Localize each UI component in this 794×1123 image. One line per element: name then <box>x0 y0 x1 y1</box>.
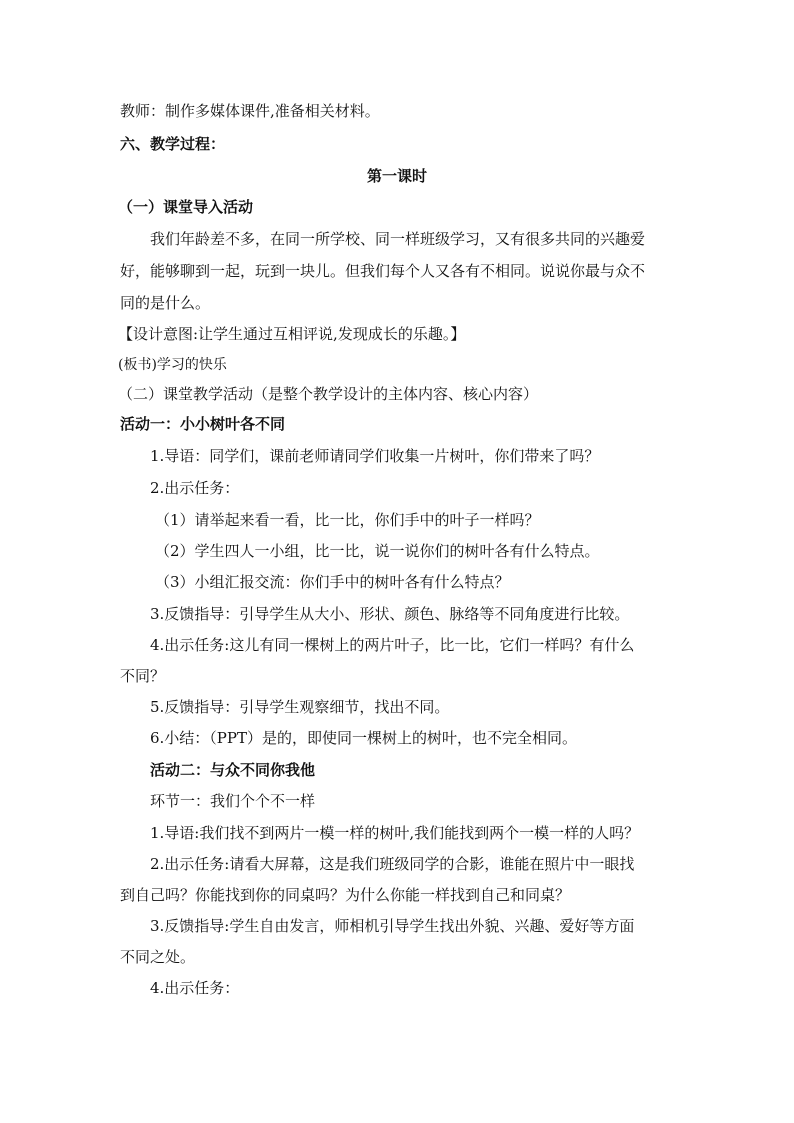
list-item-continuation: 不同？ <box>120 667 166 685</box>
list-item: 5.反馈指导：引导学生观察细节，找出不同。 <box>150 698 450 716</box>
paragraph-line: 同的是什么。 <box>120 294 211 312</box>
sub-list-item: （1）请举起来看一看，比一比，你们手中的叶子一样吗？ <box>155 511 540 529</box>
sub-list-item: （2）学生四人一小组，比一比，说一说你们的树叶各有什么特点。 <box>155 542 600 560</box>
list-item-continuation: 不同之处。 <box>120 948 196 966</box>
list-item: 1.导语:我们找不到两片一模一样的树叶,我们能找到两个一模一样的人吗？ <box>150 824 640 842</box>
list-item: 1.导语：同学们，课前老师请同学们收集一片树叶，你们带来了吗？ <box>150 447 600 465</box>
subheading-classroom-activity: （二）课堂教学活动（是整个教学设计的主体内容、核心内容） <box>118 385 539 403</box>
subheading-intro-activity: （一）课堂导入活动 <box>118 198 254 216</box>
segment-heading: 环节一：我们个个不一样 <box>150 792 316 810</box>
board-writing-note: (板书)学习的快乐 <box>118 357 227 373</box>
list-item: 2.出示任务： <box>150 479 240 497</box>
teacher-preparation-line: 教师：制作多媒体课件,准备相关材料。 <box>120 102 380 120</box>
activity-two-heading: 活动二：与众不同你我他 <box>150 761 316 779</box>
list-item: 4.出示任务:这儿有同一棵树上的两片叶子，比一比，它们一样吗？有什么 <box>150 636 635 654</box>
list-item: 4.出示任务： <box>150 979 240 997</box>
list-item: 3.反馈指导：引导学生从大小、形状、颜色、脉络等不同角度进行比较。 <box>150 605 630 623</box>
lesson-title: 第一课时 <box>366 167 427 185</box>
paragraph-line: 好，能够聊到一起，玩到一块儿。但我们每个人又各有不相同。说说你最与众不 <box>120 262 646 280</box>
section-heading-teaching-process: 六、教学过程： <box>120 135 226 153</box>
list-item: 3.反馈指导:学生自由发言，师相机引导学生找出外貌、兴趣、爱好等方面 <box>150 917 635 935</box>
activity-one-heading: 活动一：小小树叶各不同 <box>120 415 286 433</box>
list-item-continuation: 到自己吗？你能找到你的同桌吗？为什么你能一样找到自己和同桌？ <box>120 886 571 904</box>
list-item: 2.出示任务:请看大屏幕，这是我们班级同学的合影，谁能在照片中一眼找 <box>150 855 635 873</box>
list-item: 6.小结：（PPT）是的，即使同一棵树上的树叶，也不完全相同。 <box>150 729 578 747</box>
sub-list-item: （3）小组汇报交流：你们手中的树叶各有什么特点？ <box>155 573 510 591</box>
paragraph-line: 我们年龄差不多，在同一所学校、同一样班级学习，又有很多共同的兴趣爱 <box>150 230 646 248</box>
design-intent-note: 【设计意图:让学生通过互相评说,发现成长的乐趣。】 <box>118 325 466 343</box>
